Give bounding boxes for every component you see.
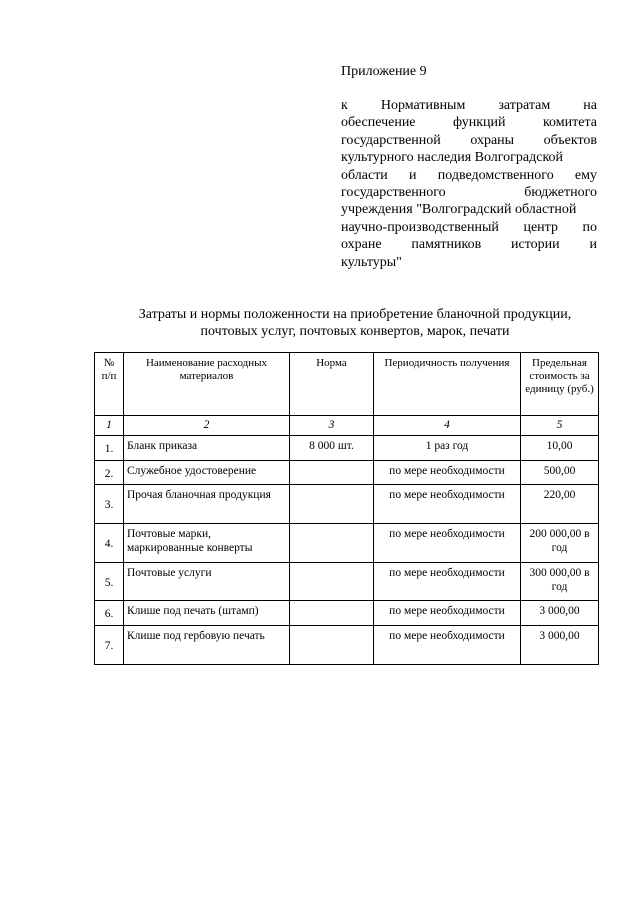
appendix-word: и xyxy=(589,237,597,253)
table-header-row xyxy=(95,353,599,416)
appendix-line xyxy=(341,114,597,131)
row-price: 500,00 xyxy=(521,461,599,485)
row-period: по мере необходимости xyxy=(374,461,521,485)
row-name: Служебное удостоверение xyxy=(124,461,290,485)
row-price: 220,00 xyxy=(521,485,599,524)
table-row xyxy=(95,601,599,626)
row-number: 6. xyxy=(95,601,124,626)
appendix-line xyxy=(341,167,597,184)
row-name: Клише под гербовую печать xyxy=(124,626,290,665)
table-row xyxy=(95,436,599,461)
row-period: по мере необходимости xyxy=(374,626,521,665)
heading-line: почтовых услуг, почтовых конвертов, марок, печати xyxy=(200,324,510,339)
column-number: 5 xyxy=(521,416,599,436)
appendix-word: государственного xyxy=(341,185,446,201)
appendix-word: ему xyxy=(574,167,597,183)
norms-table xyxy=(94,352,599,665)
row-norm: 8 000 шт. xyxy=(290,436,374,461)
row-number: 7. xyxy=(95,626,124,665)
row-price: 3 000,00 xyxy=(521,626,599,665)
header-cell-norm: Норма xyxy=(290,353,374,416)
appendix-reference xyxy=(341,97,597,271)
appendix-title: Приложение 9 xyxy=(341,64,427,79)
row-number: 1. xyxy=(95,436,124,461)
row-period: 1 раз год xyxy=(374,436,521,461)
document-heading xyxy=(60,306,640,340)
row-name: Прочая бланочная продукция xyxy=(124,485,290,524)
header-cell-price: Предельная стоимость за единицу (руб.) xyxy=(521,353,599,416)
row-norm xyxy=(290,626,374,665)
appendix-word: охране xyxy=(341,237,382,253)
row-norm xyxy=(290,601,374,626)
row-norm xyxy=(290,524,374,563)
appendix-word: функций xyxy=(453,115,506,131)
appendix-word: по xyxy=(582,219,597,235)
row-norm xyxy=(290,485,374,524)
appendix-line xyxy=(341,184,597,201)
appendix-word: научно-производственный xyxy=(341,219,499,235)
appendix-word: культурного наследия Волгоградской xyxy=(341,150,564,166)
appendix-line xyxy=(341,254,597,271)
table-row xyxy=(95,524,599,563)
appendix-word: и xyxy=(409,167,417,183)
appendix-word: учреждения "Волгоградский областной xyxy=(341,202,577,218)
column-number: 4 xyxy=(374,416,521,436)
appendix-word: центр xyxy=(523,219,558,235)
row-price: 10,00 xyxy=(521,436,599,461)
appendix-line xyxy=(341,149,597,166)
column-number-row xyxy=(95,416,599,436)
appendix-line xyxy=(341,236,597,253)
column-number: 1 xyxy=(95,416,124,436)
appendix-line xyxy=(341,201,597,218)
table-row xyxy=(95,626,599,665)
row-period: по мере необходимости xyxy=(374,485,521,524)
appendix-line xyxy=(341,219,597,236)
heading-line: Затраты и нормы положенности на приобретение бланочной продукции, xyxy=(138,307,572,322)
header-cell-number: № п/п xyxy=(95,353,124,416)
appendix-word: комитета xyxy=(542,115,597,131)
appendix-word: памятников xyxy=(411,237,482,253)
appendix-word: обеспечение xyxy=(341,115,416,131)
appendix-word: истории xyxy=(511,237,560,253)
appendix-word: области xyxy=(341,167,388,183)
row-name: Клише под печать (штамп) xyxy=(124,601,290,626)
appendix-word: культуры" xyxy=(341,254,402,270)
appendix-word: затратам xyxy=(498,98,551,113)
appendix-word: подведомственного xyxy=(437,167,554,183)
row-number: 3. xyxy=(95,485,124,524)
row-name: Бланк приказа xyxy=(124,436,290,461)
table-row xyxy=(95,461,599,485)
row-price: 200 000,00 в год xyxy=(521,524,599,563)
appendix-word: государственной xyxy=(341,132,441,148)
header-cell-name: Наименование расходных материалов xyxy=(124,353,290,416)
table-row xyxy=(95,485,599,524)
appendix-line xyxy=(341,132,597,149)
appendix-word: к xyxy=(341,98,348,113)
row-name: Почтовые марки, маркированные конверты xyxy=(124,524,290,563)
row-price: 3 000,00 xyxy=(521,601,599,626)
column-number: 3 xyxy=(290,416,374,436)
appendix-word: на xyxy=(583,98,597,113)
row-period: по мере необходимости xyxy=(374,601,521,626)
row-period: по мере необходимости xyxy=(374,524,521,563)
appendix-line xyxy=(341,97,597,114)
row-number: 2. xyxy=(95,461,124,485)
row-number: 4. xyxy=(95,524,124,563)
row-norm xyxy=(290,461,374,485)
table-row xyxy=(95,563,599,601)
column-number: 2 xyxy=(124,416,290,436)
appendix-word: охраны xyxy=(470,132,515,148)
row-norm xyxy=(290,563,374,601)
header-cell-period: Периодичность получения xyxy=(374,353,521,416)
row-price: 300 000,00 в год xyxy=(521,563,599,601)
appendix-word: Нормативным xyxy=(380,98,466,113)
row-name: Почтовые услуги xyxy=(124,563,290,601)
appendix-word: бюджетного xyxy=(524,185,597,201)
row-period: по мере необходимости xyxy=(374,563,521,601)
row-number: 5. xyxy=(95,563,124,601)
appendix-word: объектов xyxy=(543,132,597,148)
